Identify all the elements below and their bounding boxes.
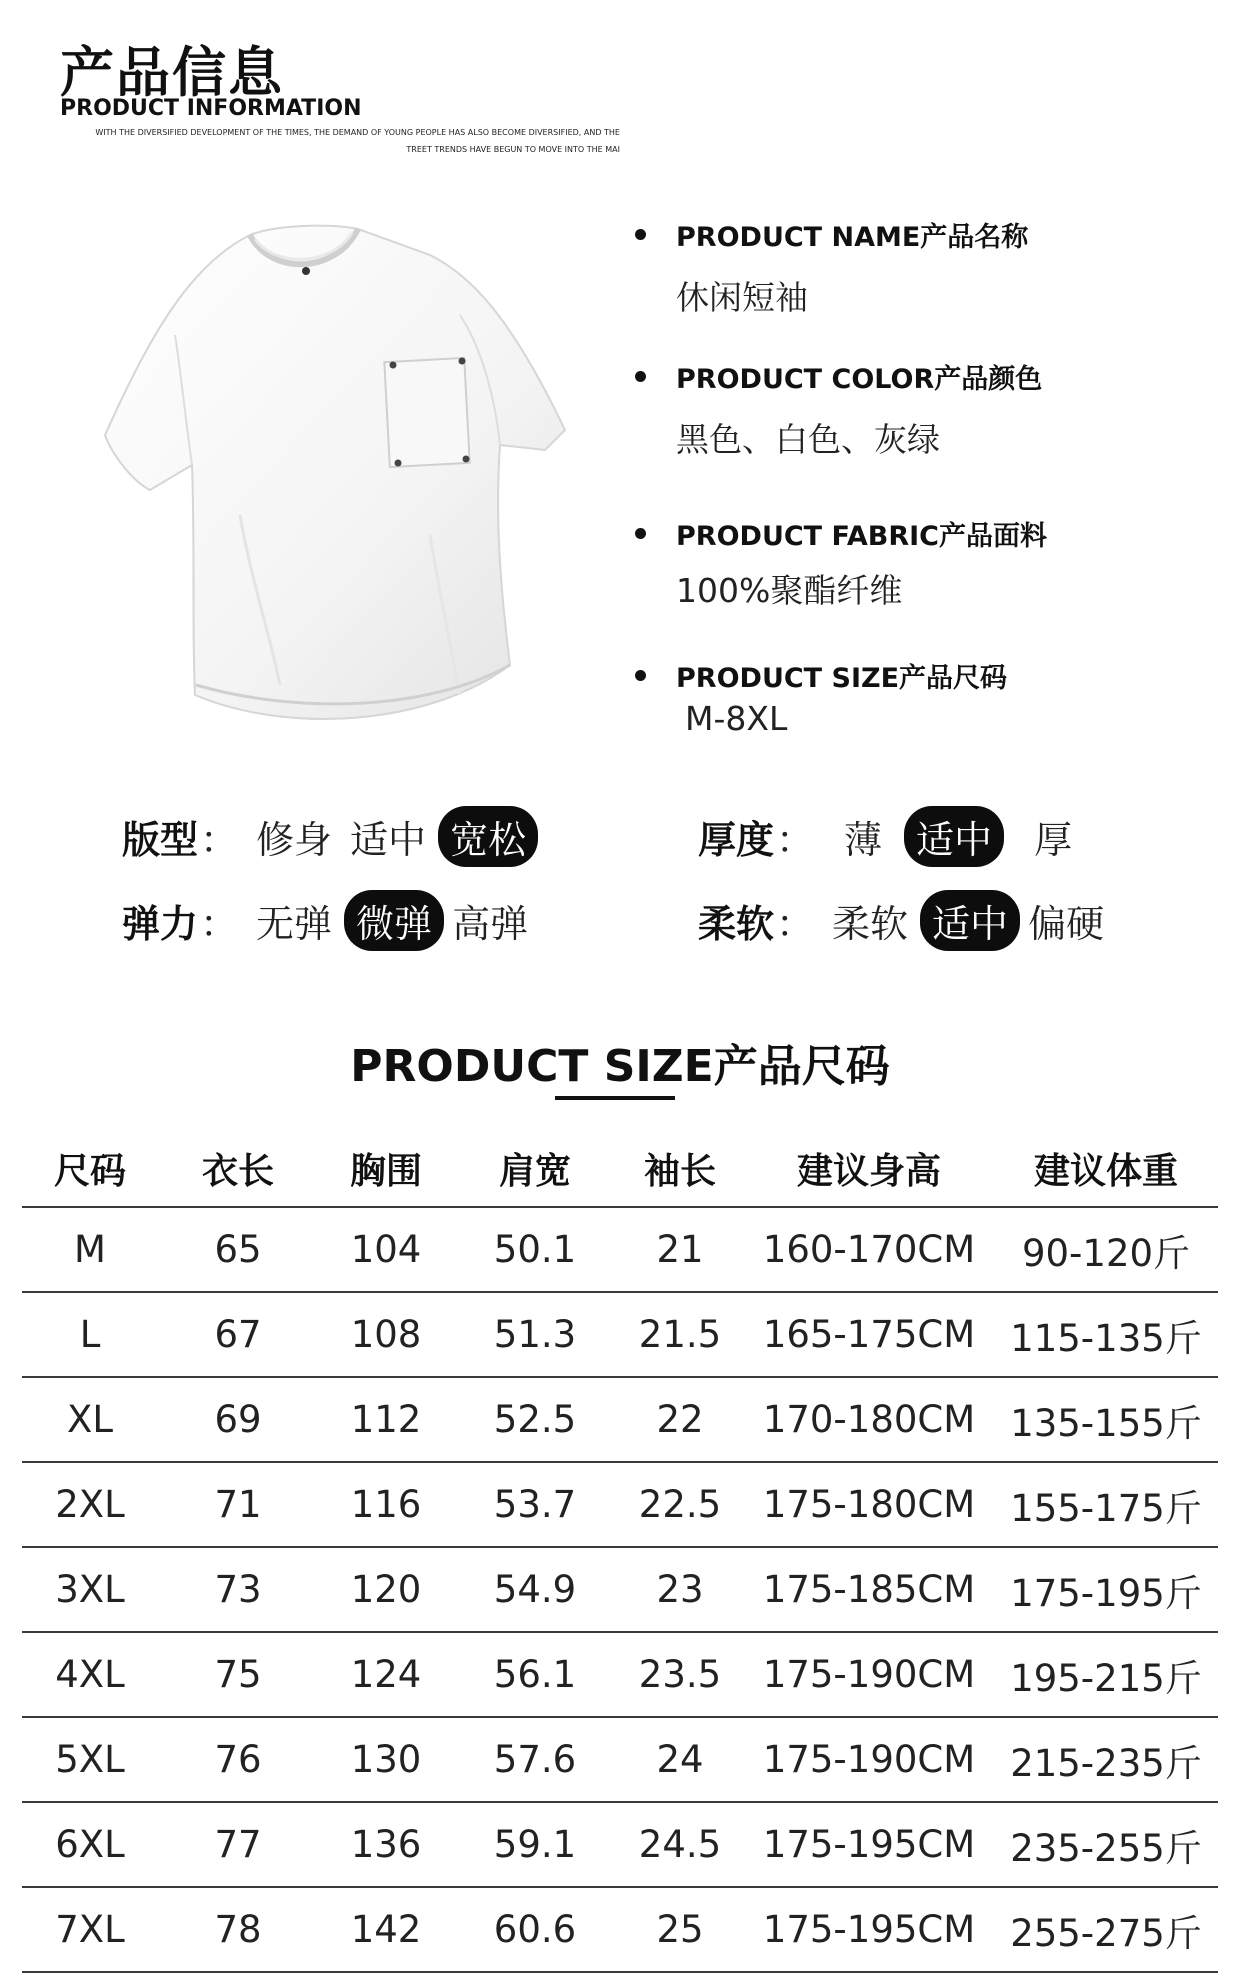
table-row [22,1378,1218,1463]
table-cell: 142 [350,1908,422,1951]
page-subtitle: PRODUCT INFORMATION [60,96,362,121]
header-cell: 胸围 [349,1150,422,1192]
table-cell: 165-175CM [762,1313,976,1356]
table-cell: 112 [350,1398,422,1441]
table-cell: 54.9 [493,1568,577,1611]
table-cell: 24.5 [638,1823,722,1866]
info-label: PRODUCT COLOR产品颜色 [676,364,1043,395]
table-cell: 155-175斤 [1010,1486,1202,1530]
attr-option: 柔软 [832,902,909,946]
table-row [22,1803,1218,1888]
table-cell: 175-195CM [762,1908,976,1951]
tagline-line-1: WITH THE DIVERSIFIED DEVELOPMENT OF THE TIMES, THE DEMAND OF YOUNG PEOPLE HAS ALSO BECOME DIVERSIFIED, AND THE [95,128,620,137]
page-title: 产品信息 [60,41,284,104]
table-cell: 116 [350,1483,422,1526]
table-row [22,1208,1218,1293]
table-cell: 53.7 [493,1483,577,1526]
bullet-icon [635,670,646,681]
info-label: PRODUCT SIZE产品尺码 [676,663,1008,694]
size-table [22,1130,1218,1973]
table-cell: 120 [350,1568,422,1611]
bullet-icon [635,528,646,539]
table-cell: 2XL [55,1483,125,1526]
table-row [22,1888,1218,1973]
attr-option: 适中 [350,818,427,862]
table-cell: 3XL [55,1568,125,1611]
attr-label: 版型 [122,818,199,862]
table-cell: 73 [214,1568,262,1611]
table-cell: 50.1 [493,1228,577,1271]
table-row [22,1463,1218,1548]
table-cell: 4XL [55,1653,125,1696]
info-value: 黑色、白色、灰绿 [676,420,940,459]
table-cell: 175-190CM [762,1738,976,1781]
bullet-icon [635,371,646,382]
table-cell: 52.5 [493,1398,577,1441]
header-cell: 袖长 [643,1150,716,1192]
table-cell: 255-275斤 [1010,1911,1202,1955]
size-section-title: PRODUCT SIZE产品尺码 [350,1041,890,1092]
attr-option-selected: 适中 [920,890,1020,951]
table-cell: 21.5 [638,1313,722,1356]
table-cell: 67 [214,1313,262,1356]
title-underline [555,1096,675,1100]
info-label: PRODUCT FABRIC产品面料 [676,521,1047,552]
info-product-color [635,357,1042,461]
table-cell: 21 [656,1228,704,1271]
info-product-size [635,656,1007,738]
table-cell: M [74,1228,106,1271]
info-value: M-8XL [685,699,788,738]
table-cell: 104 [350,1228,422,1271]
header-cell: 衣长 [201,1150,274,1192]
attr-option-selected: 微弹 [344,890,444,951]
table-cell: 170-180CM [762,1398,976,1441]
attr-fit [122,806,538,867]
table-row [22,1633,1218,1718]
tagline-line-2: TREET TRENDS HAVE BEGUN TO MOVE INTO THE MAI [406,145,620,154]
header-cell: 建议体重 [1033,1150,1178,1192]
table-cell: 71 [214,1483,262,1526]
attr-thickness [698,806,1072,867]
header-cell: 建议身高 [796,1150,941,1192]
table-cell: XL [67,1398,113,1441]
attr-option: 厚 [1034,818,1073,862]
table-cell: 90-120斤 [1021,1231,1191,1275]
table-body [22,1208,1218,1973]
table-cell: 51.3 [493,1313,577,1356]
table-cell: 175-195斤 [1010,1571,1202,1615]
info-value: 100%聚酯纤维 [676,571,903,610]
table-cell: 57.6 [493,1738,577,1781]
header-cell: 尺码 [53,1150,126,1192]
info-product-name [635,215,1028,319]
table-header-row [22,1130,1218,1208]
attr-option-selected: 适中 [904,806,1004,867]
table-row [22,1293,1218,1378]
table-row [22,1548,1218,1633]
table-cell: 23 [656,1568,704,1611]
table-cell: 215-235斤 [1010,1741,1202,1785]
info-label: PRODUCT NAME产品名称 [676,222,1029,253]
attr-label: 柔软 [698,902,775,946]
table-cell: 56.1 [493,1653,577,1696]
table-cell: 175-195CM [762,1823,976,1866]
attr-option: 无弹 [256,902,333,946]
info-value: 休闲短袖 [676,278,808,317]
table-cell: L [79,1313,101,1356]
table-cell: 175-190CM [762,1653,976,1696]
attr-label: 厚度 [698,818,775,862]
attr-colon: ： [776,818,815,862]
table-cell: 65 [214,1228,262,1271]
table-cell: 6XL [55,1823,125,1866]
table-cell: 77 [214,1823,262,1866]
table-cell: 5XL [55,1738,125,1781]
attr-option: 偏硬 [1028,902,1105,946]
table-cell: 25 [656,1908,704,1951]
table-cell: 7XL [55,1908,125,1951]
table-cell: 235-255斤 [1010,1826,1202,1870]
table-cell: 59.1 [493,1823,577,1866]
table-cell: 22 [656,1398,704,1441]
table-cell: 75 [214,1653,262,1696]
attr-colon: ： [200,902,239,946]
table-cell: 175-180CM [762,1483,976,1526]
attr-colon: ： [776,902,815,946]
table-cell: 115-135斤 [1010,1316,1202,1360]
table-cell: 124 [350,1653,422,1696]
table-cell: 160-170CM [762,1228,976,1271]
attr-label: 弹力 [122,902,199,946]
attr-colon: ： [200,818,239,862]
table-cell: 130 [350,1738,422,1781]
attr-option-selected: 宽松 [438,806,538,867]
table-cell: 76 [214,1738,262,1781]
table-row [22,1718,1218,1803]
table-cell: 175-185CM [762,1568,976,1611]
table-cell: 69 [214,1398,262,1441]
info-product-fabric [635,514,1047,612]
attr-option: 薄 [844,818,883,862]
attr-option: 修身 [256,818,333,862]
table-cell: 195-215斤 [1010,1656,1202,1700]
header-tagline [60,124,620,158]
table-cell: 108 [350,1313,422,1356]
table-cell: 22.5 [638,1483,722,1526]
table-cell: 60.6 [493,1908,577,1951]
table-cell: 23.5 [638,1653,722,1696]
bullet-icon [635,229,646,240]
attr-softness [698,890,1104,951]
attr-elasticity [122,890,528,951]
table-cell: 135-155斤 [1010,1401,1202,1445]
table-cell: 24 [656,1738,704,1781]
header-cell: 肩宽 [498,1150,571,1192]
attr-option: 高弹 [452,902,529,946]
product-tshirt-image [100,215,570,735]
table-cell: 136 [350,1823,422,1866]
table-cell: 78 [214,1908,262,1951]
